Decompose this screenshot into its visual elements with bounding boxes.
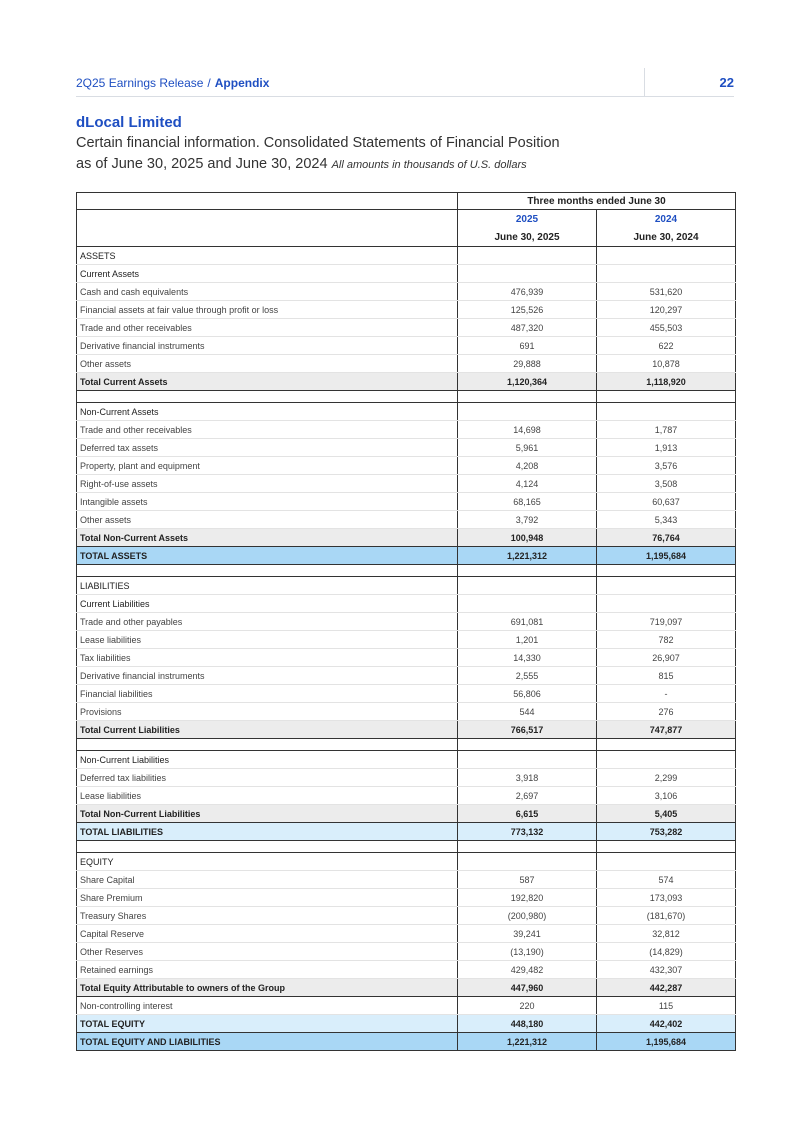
- line-item-value-2025: 587: [458, 871, 597, 889]
- section-row: [77, 595, 736, 613]
- total-non-current-liabilities-value-2025: 6,615: [458, 805, 597, 823]
- total-assets-label: TOTAL ASSETS: [77, 547, 458, 565]
- current-liabilities-heading-value-2024: [597, 595, 736, 613]
- table-row: [77, 943, 736, 961]
- breadcrumb: [76, 76, 269, 90]
- statement-subtitle: [76, 156, 527, 172]
- total-equity-attributable-value-2025: 447,960: [458, 979, 597, 997]
- line-item-value-2025: 39,241: [458, 925, 597, 943]
- grand-total-row: [77, 1015, 736, 1033]
- line-item-label: Treasury Shares: [77, 907, 458, 925]
- current-assets-heading-value-2024: [597, 265, 736, 283]
- breadcrumb-separator: /: [207, 76, 211, 90]
- total-equity-attributable-value-2024: 442,287: [597, 979, 736, 997]
- line-item-value-2024: 173,093: [597, 889, 736, 907]
- date-header-value-2025: June 30, 2025: [458, 228, 597, 247]
- non-controlling-interest-value-2025: 220: [458, 997, 597, 1015]
- header-row-date: [77, 228, 736, 247]
- total-non-current-liabilities-value-2024: 5,405: [597, 805, 736, 823]
- line-item-label: Property, plant and equipment: [77, 457, 458, 475]
- line-item-value-2024: -: [597, 685, 736, 703]
- year-header-value-2024: 2024: [597, 210, 736, 229]
- assets-heading-value-2024: [597, 247, 736, 265]
- section-gap: [77, 739, 736, 751]
- line-item-value-2025: 14,330: [458, 649, 597, 667]
- date-header-label: [77, 228, 458, 247]
- total-row: [77, 721, 736, 739]
- line-item-label: Tax liabilities: [77, 649, 458, 667]
- line-item-value-2025: 3,792: [458, 511, 597, 529]
- non-current-assets-heading-value-2025: [458, 403, 597, 421]
- total-row: [77, 805, 736, 823]
- current-liabilities-heading-label: Current Liabilities: [77, 595, 458, 613]
- line-item-value-2024: 5,343: [597, 511, 736, 529]
- line-item-value-2024: 3,576: [597, 457, 736, 475]
- total-current-liabilities-value-2025: 766,517: [458, 721, 597, 739]
- period-header: Three months ended June 30: [458, 193, 736, 210]
- line-item-label: Provisions: [77, 703, 458, 721]
- line-item-value-2025: 2,697: [458, 787, 597, 805]
- line-item-label: Capital Reserve: [77, 925, 458, 943]
- gap-cell: [77, 391, 458, 403]
- table-row: [77, 319, 736, 337]
- table-row: [77, 925, 736, 943]
- line-item-value-2024: 432,307: [597, 961, 736, 979]
- table-row: [77, 475, 736, 493]
- total-equity-attributable-label: Total Equity Attributable to owners of the Group: [77, 979, 458, 997]
- line-item-value-2024: 574: [597, 871, 736, 889]
- line-item-label: Deferred tax liabilities: [77, 769, 458, 787]
- table-row: [77, 787, 736, 805]
- line-item-label: Trade and other receivables: [77, 319, 458, 337]
- line-item-label: Derivative financial instruments: [77, 667, 458, 685]
- current-liabilities-heading-value-2025: [458, 595, 597, 613]
- total-equity-value-2024: 442,402: [597, 1015, 736, 1033]
- gap-cell: [458, 841, 597, 853]
- line-item-value-2025: 3,918: [458, 769, 597, 787]
- line-item-label: Intangible assets: [77, 493, 458, 511]
- amounts-note: All amounts in thousands of U.S. dollars: [331, 159, 527, 171]
- table-row: [77, 889, 736, 907]
- line-item-value-2025: 56,806: [458, 685, 597, 703]
- line-item-value-2024: 1,787: [597, 421, 736, 439]
- total-liabilities-value-2025: 773,132: [458, 823, 597, 841]
- line-item-value-2024: 120,297: [597, 301, 736, 319]
- line-item-value-2025: 29,888: [458, 355, 597, 373]
- total-row: [77, 373, 736, 391]
- line-item-label: Share Capital: [77, 871, 458, 889]
- gap-cell: [458, 565, 597, 577]
- line-item-label: Financial liabilities: [77, 685, 458, 703]
- line-item-value-2024: 531,620: [597, 283, 736, 301]
- section-gap: [77, 565, 736, 577]
- non-controlling-interest-value-2024: 115: [597, 997, 736, 1015]
- total-current-assets-label: Total Current Assets: [77, 373, 458, 391]
- line-item-label: Right-of-use assets: [77, 475, 458, 493]
- table-row: [77, 703, 736, 721]
- year-header-label: [77, 210, 458, 229]
- gap-cell: [77, 841, 458, 853]
- table-row: [77, 355, 736, 373]
- section-row: [77, 577, 736, 595]
- gap-cell: [597, 565, 736, 577]
- line-item-value-2025: 68,165: [458, 493, 597, 511]
- total-equity-and-liabilities-label: TOTAL EQUITY AND LIABILITIES: [77, 1033, 458, 1051]
- table-row: [77, 613, 736, 631]
- total-current-assets-value-2025: 1,120,364: [458, 373, 597, 391]
- line-item-value-2024: 26,907: [597, 649, 736, 667]
- line-item-label: Retained earnings: [77, 961, 458, 979]
- total-current-liabilities-value-2024: 747,877: [597, 721, 736, 739]
- non-current-liabilities-heading-value-2025: [458, 751, 597, 769]
- non-current-assets-heading-label: Non-Current Assets: [77, 403, 458, 421]
- equity-heading-value-2025: [458, 853, 597, 871]
- table-row: [77, 511, 736, 529]
- non-controlling-interest-label: Non-controlling interest: [77, 997, 458, 1015]
- line-item-value-2024: 782: [597, 631, 736, 649]
- line-item-label: Trade and other payables: [77, 613, 458, 631]
- financial-position-table: [76, 192, 735, 1051]
- table-row: [77, 961, 736, 979]
- total-equity-value-2025: 448,180: [458, 1015, 597, 1033]
- line-item-value-2024: 2,299: [597, 769, 736, 787]
- header-row-period: [77, 193, 736, 210]
- total-current-liabilities-label: Total Current Liabilities: [77, 721, 458, 739]
- table-row: [77, 439, 736, 457]
- table-row: [77, 493, 736, 511]
- assets-heading-value-2025: [458, 247, 597, 265]
- line-item-value-2024: 622: [597, 337, 736, 355]
- equity-heading-value-2024: [597, 853, 736, 871]
- liabilities-heading-value-2025: [458, 577, 597, 595]
- line-item-value-2025: 487,320: [458, 319, 597, 337]
- current-assets-heading-value-2025: [458, 265, 597, 283]
- header-blank: [77, 193, 458, 210]
- grand-total-row: [77, 823, 736, 841]
- gap-cell: [77, 739, 458, 751]
- line-item-label: Deferred tax assets: [77, 439, 458, 457]
- total-equity-label: TOTAL EQUITY: [77, 1015, 458, 1033]
- total-liabilities-value-2024: 753,282: [597, 823, 736, 841]
- statement-date: as of June 30, 2025 and June 30, 2024: [76, 156, 328, 172]
- total-equity-and-liabilities-value-2025: 1,221,312: [458, 1033, 597, 1051]
- line-item-value-2025: 476,939: [458, 283, 597, 301]
- line-item-value-2025: 125,526: [458, 301, 597, 319]
- line-item-value-2025: (13,190): [458, 943, 597, 961]
- line-item-value-2025: 691,081: [458, 613, 597, 631]
- total-current-assets-value-2024: 1,118,920: [597, 373, 736, 391]
- table-row: [77, 301, 736, 319]
- line-item-label: Lease liabilities: [77, 787, 458, 805]
- table-row: [77, 649, 736, 667]
- liabilities-heading-value-2024: [597, 577, 736, 595]
- grand-total-row: [77, 1033, 736, 1051]
- line-item-label: Other assets: [77, 511, 458, 529]
- total-non-current-liabilities-label: Total Non-Current Liabilities: [77, 805, 458, 823]
- line-item-label: Lease liabilities: [77, 631, 458, 649]
- company-name: dLocal Limited: [76, 114, 182, 131]
- breadcrumb-report[interactable]: 2Q25 Earnings Release: [76, 76, 204, 90]
- line-item-label: Financial assets at fair value through profit or loss: [77, 301, 458, 319]
- line-item-value-2024: 719,097: [597, 613, 736, 631]
- line-item-value-2024: 455,503: [597, 319, 736, 337]
- table-row: [77, 769, 736, 787]
- line-item-value-2025: (200,980): [458, 907, 597, 925]
- table-row: [77, 421, 736, 439]
- line-item-value-2025: 5,961: [458, 439, 597, 457]
- total-non-current-assets-value-2025: 100,948: [458, 529, 597, 547]
- current-assets-heading-label: Current Assets: [77, 265, 458, 283]
- line-item-label: Derivative financial instruments: [77, 337, 458, 355]
- table-row: [77, 907, 736, 925]
- total-non-current-assets-label: Total Non-Current Assets: [77, 529, 458, 547]
- line-item-value-2025: 691: [458, 337, 597, 355]
- equity-heading-label: EQUITY: [77, 853, 458, 871]
- gap-cell: [458, 391, 597, 403]
- date-header-value-2024: June 30, 2024: [597, 228, 736, 247]
- section-row: [77, 751, 736, 769]
- line-item-value-2025: 544: [458, 703, 597, 721]
- line-item-value-2024: 815: [597, 667, 736, 685]
- liabilities-heading-label: LIABILITIES: [77, 577, 458, 595]
- header-divider: [644, 68, 645, 96]
- table-row: [77, 631, 736, 649]
- table-row: [77, 685, 736, 703]
- total-row: [77, 979, 736, 997]
- line-item-value-2025: 2,555: [458, 667, 597, 685]
- total-assets-value-2025: 1,221,312: [458, 547, 597, 565]
- line-item-value-2025: 192,820: [458, 889, 597, 907]
- grand-total-row: [77, 547, 736, 565]
- total-assets-value-2024: 1,195,684: [597, 547, 736, 565]
- line-item-label: Other assets: [77, 355, 458, 373]
- section-row: [77, 247, 736, 265]
- section-row: [77, 403, 736, 421]
- non-current-assets-heading-value-2024: [597, 403, 736, 421]
- gap-cell: [597, 391, 736, 403]
- line-item-value-2025: 429,482: [458, 961, 597, 979]
- gap-cell: [597, 739, 736, 751]
- table-row: [77, 997, 736, 1015]
- line-item-value-2024: (181,670): [597, 907, 736, 925]
- gap-cell: [597, 841, 736, 853]
- line-item-value-2025: 1,201: [458, 631, 597, 649]
- section-row: [77, 265, 736, 283]
- gap-cell: [77, 565, 458, 577]
- year-header-value-2025: 2025: [458, 210, 597, 229]
- line-item-value-2024: 32,812: [597, 925, 736, 943]
- line-item-value-2024: 3,106: [597, 787, 736, 805]
- total-equity-and-liabilities-value-2024: 1,195,684: [597, 1033, 736, 1051]
- gap-cell: [458, 739, 597, 751]
- line-item-label: Trade and other receivables: [77, 421, 458, 439]
- line-item-label: Share Premium: [77, 889, 458, 907]
- total-liabilities-label: TOTAL LIABILITIES: [77, 823, 458, 841]
- assets-heading-label: ASSETS: [77, 247, 458, 265]
- header-row-year: [77, 210, 736, 229]
- table-row: [77, 667, 736, 685]
- line-item-value-2025: 4,124: [458, 475, 597, 493]
- statement-title: Certain financial information. Consolidated Statements of Financial Position: [76, 135, 560, 151]
- line-item-value-2025: 14,698: [458, 421, 597, 439]
- table-row: [77, 871, 736, 889]
- line-item-value-2025: 4,208: [458, 457, 597, 475]
- table-row: [77, 283, 736, 301]
- line-item-value-2024: 1,913: [597, 439, 736, 457]
- line-item-value-2024: (14,829): [597, 943, 736, 961]
- line-item-value-2024: 3,508: [597, 475, 736, 493]
- line-item-label: Cash and cash equivalents: [77, 283, 458, 301]
- line-item-value-2024: 10,878: [597, 355, 736, 373]
- non-current-liabilities-heading-value-2024: [597, 751, 736, 769]
- page-number: 22: [719, 75, 734, 90]
- table-row: [77, 457, 736, 475]
- line-item-label: Other Reserves: [77, 943, 458, 961]
- line-item-value-2024: 276: [597, 703, 736, 721]
- breadcrumb-section[interactable]: Appendix: [214, 76, 270, 90]
- section-gap: [77, 391, 736, 403]
- section-gap: [77, 841, 736, 853]
- line-item-value-2024: 60,637: [597, 493, 736, 511]
- table-row: [77, 337, 736, 355]
- total-non-current-assets-value-2024: 76,764: [597, 529, 736, 547]
- section-row: [77, 853, 736, 871]
- non-current-liabilities-heading-label: Non-Current Liabilities: [77, 751, 458, 769]
- total-row: [77, 529, 736, 547]
- page-header: [76, 74, 734, 97]
